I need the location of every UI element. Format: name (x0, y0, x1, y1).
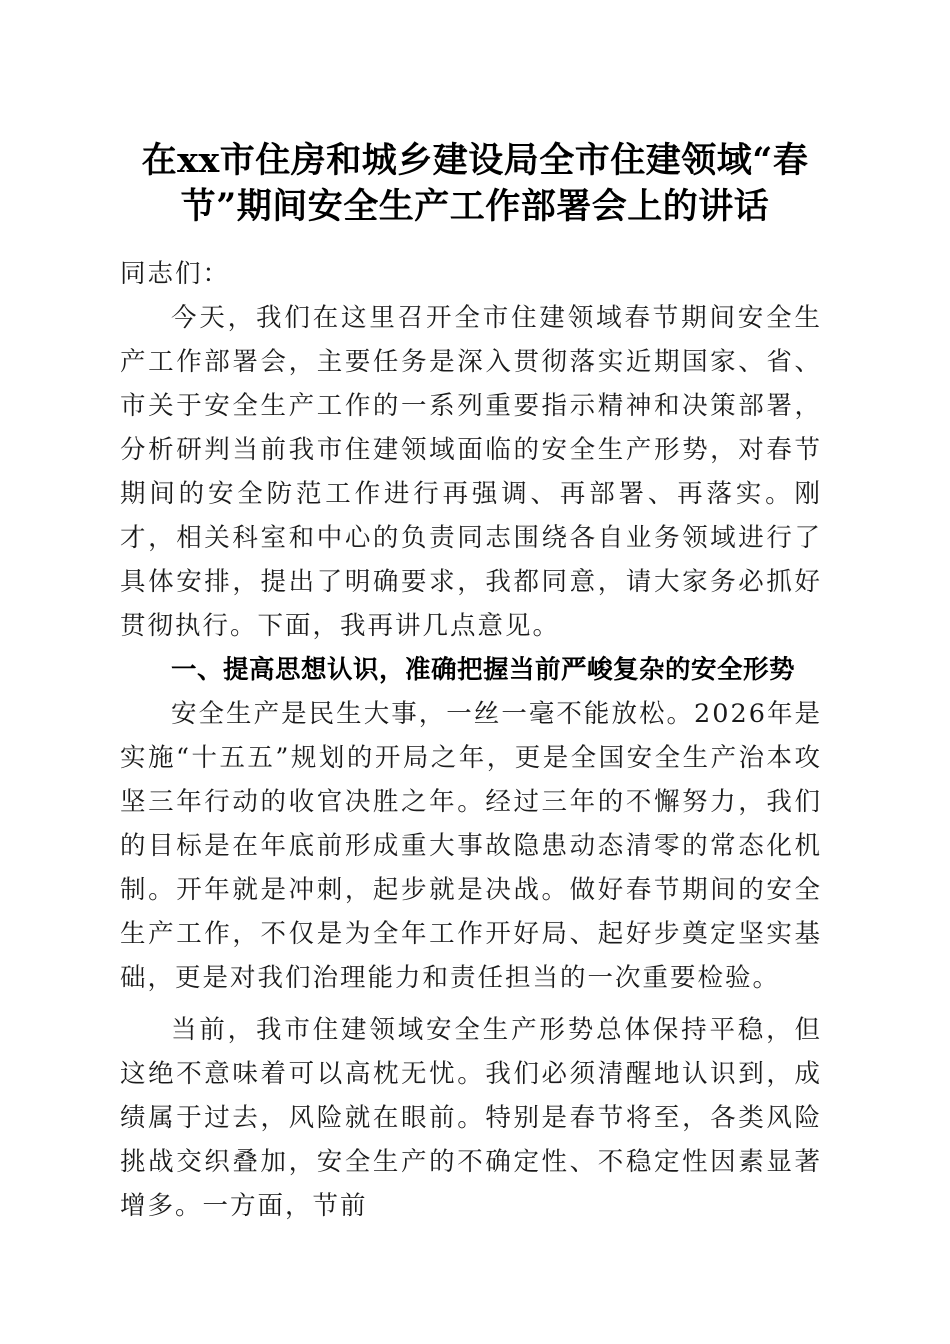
body-paragraph: 安全生产是民生大事，一丝一毫不能放松。2026年是实施“十五五”规划的开局之年，更是全国安全生产治本攻坚三年行动的收官决胜之年。经过三年的不懈努力，我们的目标是在年底前形成重大事故隐患动态清零的常态化机制。开年就是冲刺，起步就是决战。做好春节期间的安全生产工作，不仅是为全年工作开好局、起好步奠定坚实基础，更是对我们治理能力和责任担当的一次重要检验。 (120, 699, 822, 993)
body-paragraph: 今天，我们在这里召开全市住建领域春节期间安全生产工作部署会，主要任务是深入贯彻落实近期国家、省、市关于安全生产工作的一系列重要指示精神和决策部署，分析研判当前我市住建领域面临的安全生产形势，对春节期间的安全防范工作进行再强调、再部署、再落实。刚才，相关科室和中心的负责同志围绕各自业务领域进行了具体安排，提出了明确要求，我都同意，请大家务必抓好贯彻执行。下面，我再讲几点意见。 (120, 303, 822, 641)
body-paragraph: 当前，我市住建领域安全生产形势总体保持平稳，但这绝不意味着可以高枕无忧。我们必须清醒地认识到，成绩属于过去，风险就在眼前。特别是春节将至，各类风险挑战交织叠加，安全生产的不确定性、不稳定性因素显著增多。一方面，节前 (120, 1015, 822, 1221)
salutation: 同志们： (120, 259, 231, 289)
document-body (120, 252, 822, 1228)
section-heading: 一、提高思想认识，准确把握当前严峻复杂的安全形势 (171, 655, 796, 685)
document-title: 在xx市住房和城乡建设局全市住建领域“春节”期间安全生产工作部署会上的讲话 (141, 140, 809, 227)
